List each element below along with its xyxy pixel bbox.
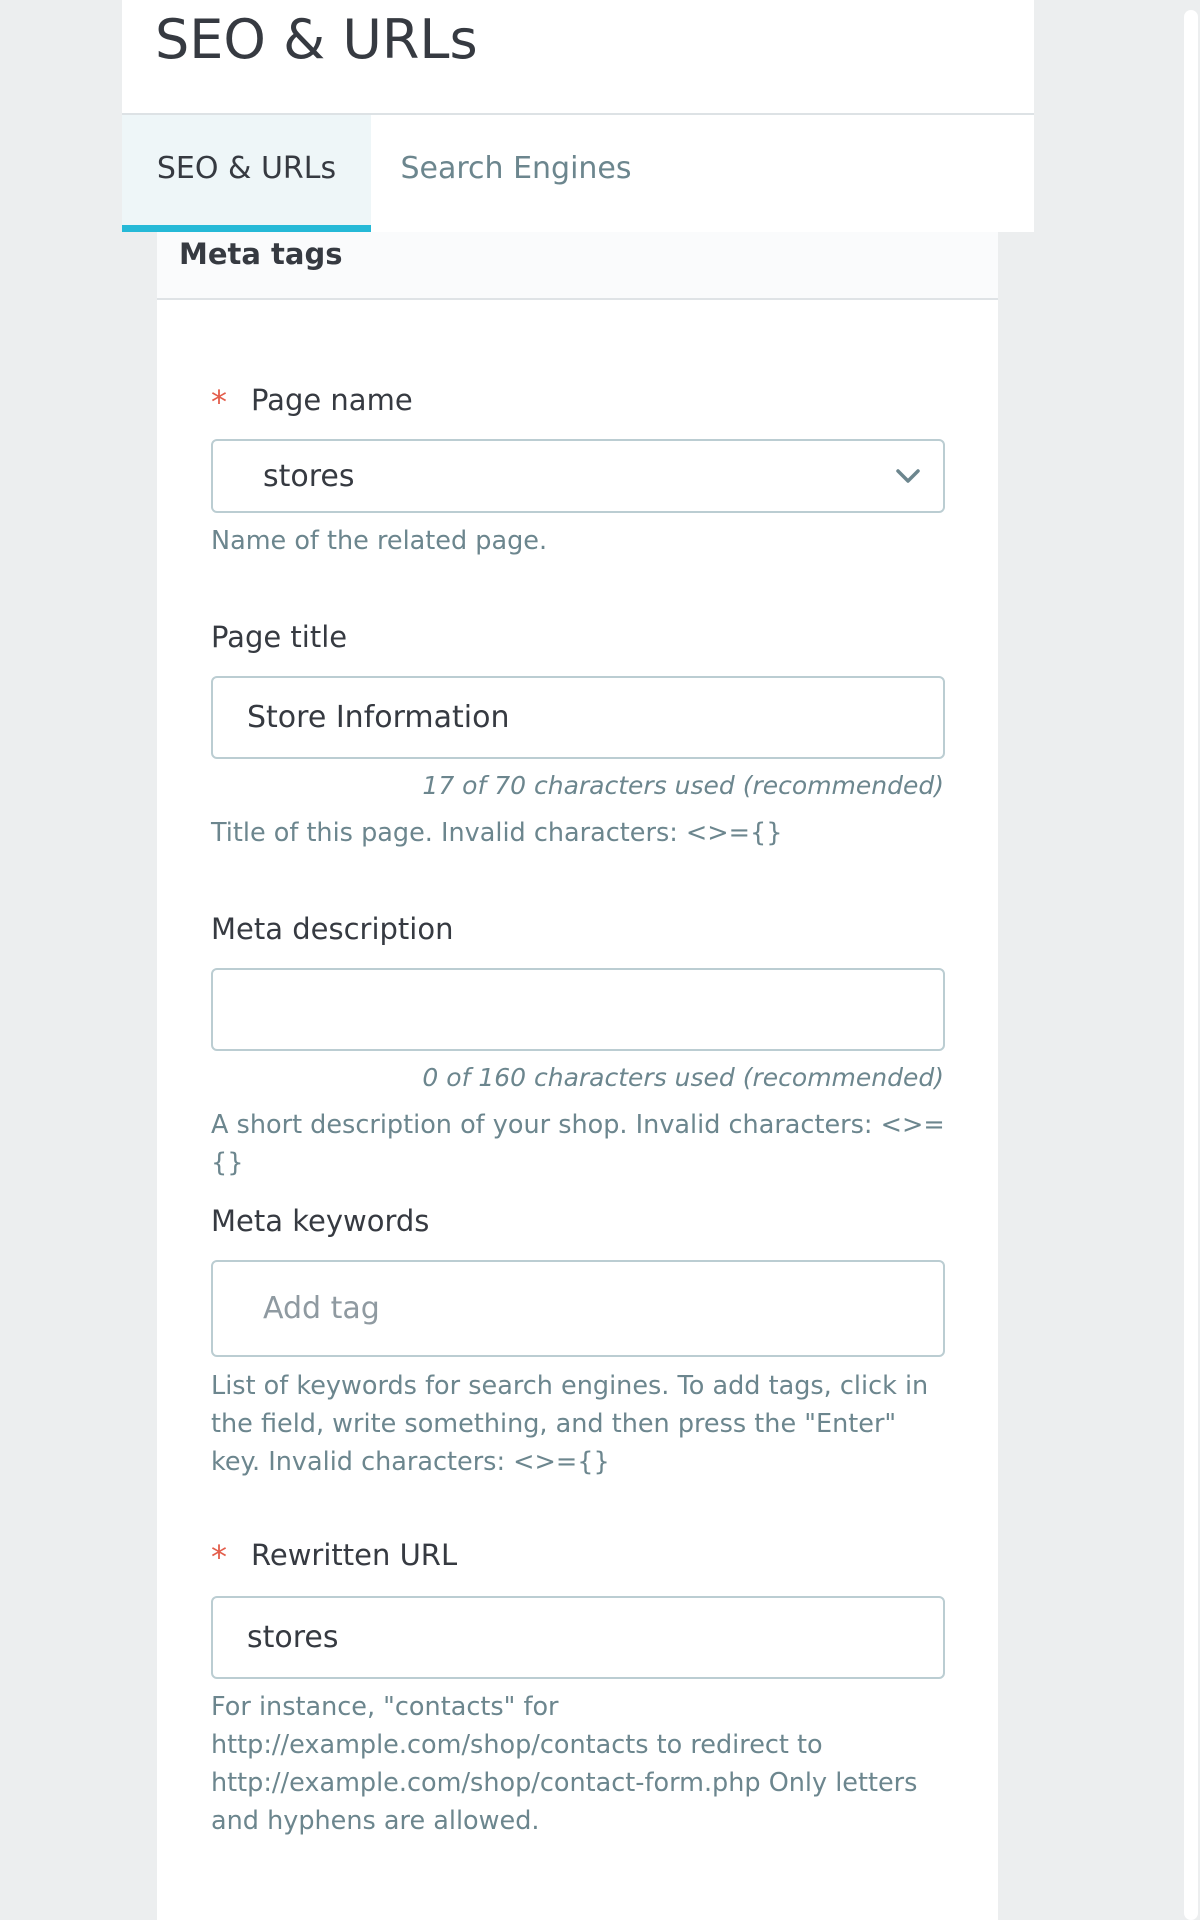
- page-header: [122, 0, 1034, 115]
- page-title-input[interactable]: [211, 676, 945, 759]
- meta-description-help: A short description of your shop. Invalid characters: <>={}: [211, 1110, 945, 1178]
- page-name-help: Name of the related page.: [211, 526, 548, 556]
- meta-tags-card: [157, 232, 998, 1920]
- required-indicator: *: [211, 383, 227, 421]
- page-title-help: Title of this page. Invalid characters: <>={}: [211, 818, 783, 848]
- tab-bar: [122, 115, 1034, 232]
- rewritten-url-input[interactable]: [211, 1596, 945, 1679]
- chevron-down-icon: [895, 463, 921, 489]
- meta-description-input[interactable]: [211, 968, 945, 1051]
- page-scrollbar[interactable]: [1184, 10, 1198, 1920]
- rewritten-url-value: stores: [247, 1620, 339, 1655]
- page-title: SEO & URLs: [155, 8, 478, 71]
- rewritten-url-label: Rewritten URL: [251, 1538, 458, 1572]
- rewritten-url-help: For instance, "contacts" for http://example.com/shop/contacts to redirect to http://example.com/shop/contact-form.php Only letters and hyphens are allowed.: [211, 1692, 918, 1836]
- page-name-select[interactable]: [211, 439, 945, 513]
- page-name-label: Page name: [251, 383, 413, 417]
- page-title-counter: 17 of 70 characters used (recommended): [422, 771, 944, 800]
- meta-keywords-tag-input[interactable]: [211, 1260, 945, 1357]
- meta-keywords-placeholder: Add tag: [263, 1291, 380, 1326]
- card-title: Meta tags: [179, 237, 343, 271]
- tab-seo-urls[interactable]: SEO & URLs: [122, 115, 371, 232]
- tab-search-engines[interactable]: Search Engines: [400, 151, 632, 186]
- page-title-label: Page title: [211, 620, 348, 654]
- meta-description-counter: 0 of 160 characters used (recommended): [422, 1063, 944, 1092]
- card-header: [157, 232, 998, 300]
- meta-keywords-label: Meta keywords: [211, 1204, 430, 1238]
- meta-description-label: Meta description: [211, 912, 454, 946]
- meta-keywords-help: List of keywords for search engines. To add tags, click in the field, write something, and then press the "Enter" key. Invalid characters: <>={}: [211, 1371, 929, 1477]
- page-name-value: stores: [263, 458, 355, 494]
- required-indicator: *: [211, 1538, 227, 1576]
- page-title-value: Store Information: [247, 700, 510, 735]
